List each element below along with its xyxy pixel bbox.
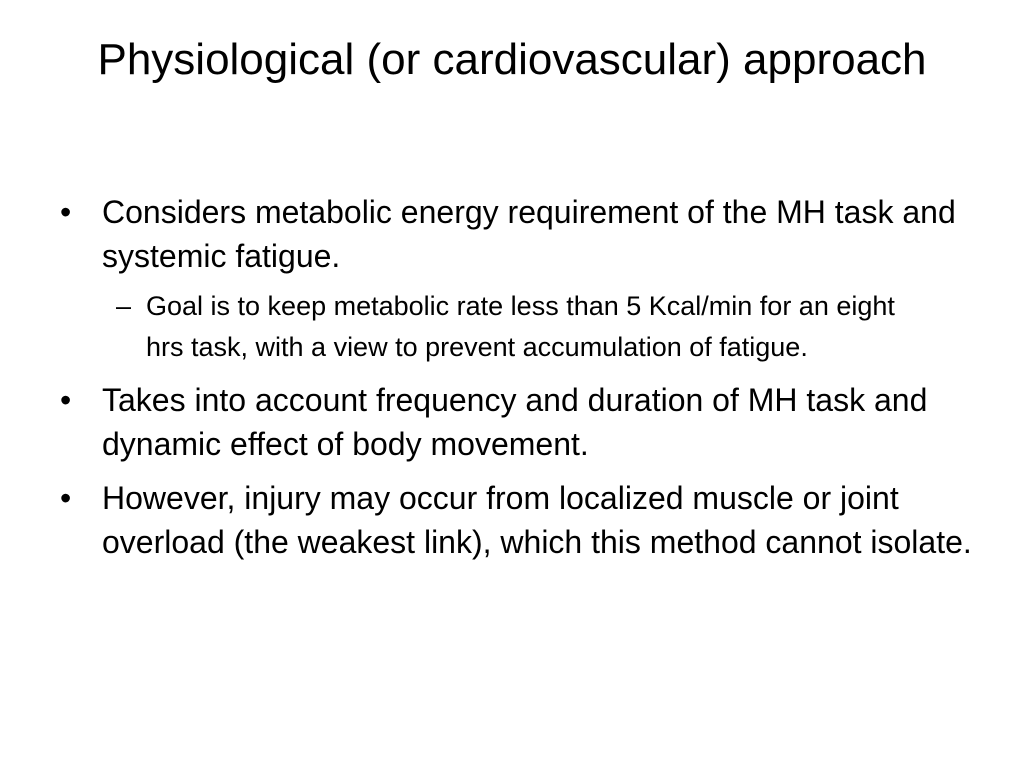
bullet-list	[0, 190, 1024, 574]
bullet-item	[0, 476, 1024, 564]
sub-bullet-item	[0, 286, 974, 368]
sub-bullet-marker: –	[116, 291, 132, 321]
bullet-item	[0, 378, 1024, 466]
bullet-marker: •	[60, 194, 72, 230]
sub-bullet-list	[102, 286, 974, 368]
bullet-item	[0, 190, 1024, 368]
bullet-text: Takes into account frequency and duration of MH task and dynamic effect of body movement.	[102, 382, 928, 462]
bullet-text: Considers metabolic energy requirement of the MH task and systemic fatigue.	[102, 194, 956, 274]
sub-bullet-text: Goal is to keep metabolic rate less than 5 Kcal/min for an eight hrs task, with a view to prevent accumulation of fatigue.	[146, 291, 895, 362]
slide-title: Physiological (or cardiovascular) approach	[97, 35, 927, 84]
bullet-marker: •	[60, 480, 72, 516]
bullet-marker: •	[60, 382, 72, 418]
bullet-text: However, injury may occur from localized muscle or joint overload (the weakest link), which this method cannot isolate.	[102, 480, 972, 560]
